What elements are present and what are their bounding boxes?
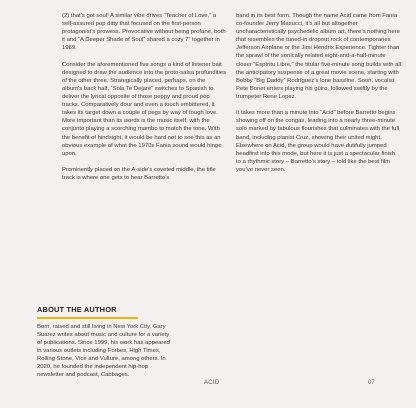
right-paragraph-2: It takes more than a minute into “Acid” before Barretto begins showing off on the congas, leading into a nearly three-minute solo marked by fabulous flourishes that culminates with the full band, including pianist Cruz, showing their united might. Elsewhere on Acid, the group would have dutifully jumped headfirst into this mode, but here it is just a spectacular finish to a rhythmic story – Barretto’s story – told like the best film you’ve never seen. <box>236 110 400 173</box>
footer-title: ACID <box>204 380 220 386</box>
about-heading: ABOUT THE AUTHOR <box>37 305 117 314</box>
right-paragraph-1: band in its best form. Though the name Acid came from Fania co-founder Jerry Masucci, it’s all but altogether uncharacteristically psychedelic album art, there’s nothing here that resembles the tuned-in dropout rock of contemporaries Jefferson Airplane or the Jimi Hendrix Experience. Tighter than the sprawl of the sonically related eight-and-a-half-minute closer “Espíritu Libre,” the titular five-minute song builds with all the anticipatory suspense of a great movie scene, starting with Bobby “Big Daddy” Rodríguez’s lone bassline. Soon, vocalist Pete Bonet enters playing his güiro, followed swiftly by the trumpeter Rene Lopez. <box>236 13 402 100</box>
left-paragraph-1: (2) that’s got soul! A similar vibe drives “Teacher of Love,” a self-assured pop ditty that focused on the first-person protagonist’s prowess. Provocative without being profane, both it and “A Deeper Shade of Soul” shared a cozy 7” together in 1969. <box>62 13 226 52</box>
about-accent-rule <box>37 317 138 319</box>
right-column <box>236 12 401 182</box>
about-the-author <box>37 305 172 379</box>
page-number: 07 <box>368 380 375 386</box>
left-paragraph-3: Prominently placed on the A-side’s coveted middle, the title track is where one gets to hear Barretto’s <box>62 166 216 182</box>
left-paragraph-2: Consider the aforementioned five songs a kind of listener bait designed to draw the audience into the proto-salsa profundities of the other three. Strategically placed, perhaps, on the album’s back half, “Sola Te Dejaré” switches to Spanish to deliver the lyrical opposite of those peppy and proud pop tracks. Comparatively dour and even a touch embittered, it takes its target down a couple of pegs by way of tough love. More important than its words is the music itself, with the conjunto playing a scorching mambo to match the tone. With the benefit of hindsight, it would be hard not to see this as an obvious example of what the 1970s Fania sound would hinge upon. <box>62 61 227 157</box>
about-text: Born, raised and still living in New York City, Gary Suarez writes about music and culture for a variety of publications. Since 1999, his work has appeared in various outlets including Forbes, High Times, Rolling Stone, Vice and Vulture, among others. In 2020, he founded the independent hip-hop newsletter and podcast, Cabbages. <box>37 323 170 379</box>
left-column <box>62 12 227 190</box>
